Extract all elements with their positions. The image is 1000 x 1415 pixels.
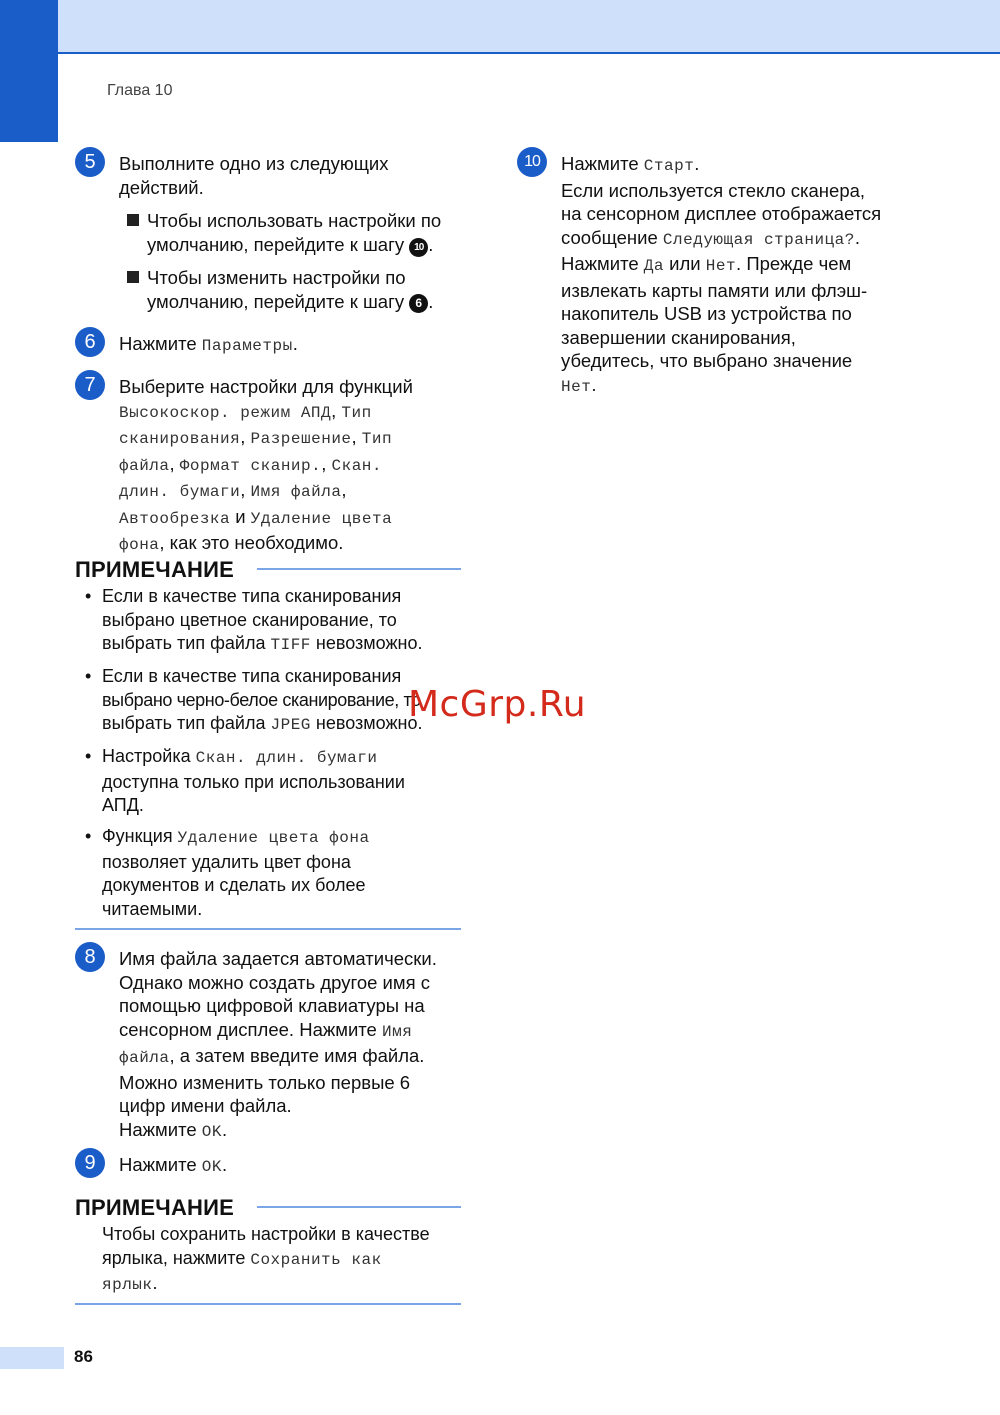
ui-label: Удаление цвета — [250, 509, 393, 528]
step-line: Можно изменить только первые 6 — [119, 1071, 411, 1093]
ui-label: Разрешение — [250, 430, 352, 448]
option-text: умолчанию, перейдите к шагу — [147, 233, 410, 255]
ui-label: фона — [119, 536, 160, 554]
page-number: 86 — [74, 1347, 93, 1366]
step-text: . Прежде чем — [736, 253, 852, 274]
step-10-text — [561, 152, 881, 399]
ui-label: Сохранить как — [250, 1250, 382, 1269]
step-text: сообщение — [561, 226, 663, 248]
note-line: Чтобы сохранить настройки в качестве — [102, 1224, 430, 1244]
ui-label-next-page: Следующая страница? — [662, 230, 855, 249]
punct: . — [292, 333, 298, 354]
step-9-number: 9 — [75, 1148, 105, 1178]
ui-label: Скан. длин. бумаги — [195, 749, 378, 767]
note-line: Если в качестве типа сканирования — [102, 586, 402, 606]
step-line: Выберите настройки для функций — [119, 376, 413, 397]
note-text: ярлыка, нажмите — [102, 1247, 251, 1268]
note-text: выбрать тип файла — [102, 633, 271, 653]
note-1-bullet-2 — [102, 665, 422, 738]
bullet-icon: • — [85, 586, 92, 606]
note-2-title-rule — [257, 1206, 461, 1208]
ui-label: Имя — [381, 1022, 413, 1041]
step-5-option-2 — [147, 266, 433, 313]
ui-label: Тип — [341, 403, 372, 422]
step-line: Если используется стекло сканера, — [561, 179, 866, 201]
punct: , — [240, 426, 251, 447]
header-band — [0, 0, 1000, 52]
ui-label: ярлык — [102, 1276, 153, 1294]
punct: . — [694, 153, 700, 174]
note-text: невозможно. — [310, 633, 423, 653]
punct: . — [152, 1273, 158, 1293]
step-text: Нажмите — [119, 1154, 202, 1175]
step-5-text — [119, 152, 389, 199]
note-1-title-rule — [257, 568, 461, 570]
ui-label-no: Нет — [705, 257, 737, 275]
step-line: накопитель USB из устройства по — [561, 303, 852, 324]
note-1-bullet-3 — [102, 745, 405, 818]
note-line: позволяет удалить цвет фона — [102, 851, 351, 872]
bullet-icon: • — [85, 746, 92, 766]
ui-label: длин. бумаги — [119, 483, 241, 501]
note-line: Если в качестве типа сканирования — [102, 666, 402, 686]
ui-label: Имя файла — [250, 483, 342, 501]
punct: . — [591, 373, 597, 395]
chapter-tab-marker — [0, 0, 58, 142]
option-line — [147, 233, 441, 257]
step-5-number: 5 — [75, 147, 105, 177]
ui-label: Формат сканир. — [179, 456, 322, 475]
note-2-title: ПРИМЕЧАНИЕ — [75, 1195, 235, 1220]
step-text: сенсорном дисплее. Нажмите — [119, 1018, 382, 1040]
step-text: или — [663, 253, 706, 274]
punct: . — [221, 1118, 228, 1140]
punct: . — [428, 233, 434, 255]
option-line — [147, 290, 433, 314]
option-text: умолчанию, перейдите к шагу — [147, 290, 410, 312]
note-1-bullet-4 — [102, 825, 370, 921]
footer-band — [0, 1347, 64, 1369]
ui-label: Тип — [361, 430, 393, 448]
step-line: цифр имени файла. — [119, 1095, 292, 1116]
ui-label: файла — [119, 1049, 170, 1067]
watermark: McGrp.Ru — [408, 684, 587, 725]
step-5-option-1 — [147, 209, 441, 257]
punct: . — [221, 1154, 228, 1175]
punct: , — [351, 426, 362, 447]
step-8-text — [119, 947, 437, 1144]
option-line: Чтобы использовать настройки по — [147, 210, 442, 231]
ui-label: Высокоскор. режим АПД — [119, 403, 332, 422]
punct: , — [169, 452, 180, 474]
ui-label: Скан. — [331, 456, 383, 475]
step-text: Нажмите — [119, 333, 202, 354]
step-line: извлекать карты памяти или флэш- — [561, 279, 868, 301]
ui-label-ok: OK — [201, 1158, 222, 1176]
step-7-number: 7 — [75, 370, 105, 400]
note-2-bottom-rule — [75, 1303, 461, 1305]
ui-label: Удаление цвета фона — [177, 829, 370, 847]
step-9-text — [119, 1153, 227, 1180]
step-line: завершении сканирования, — [561, 326, 796, 348]
step-7-text — [119, 375, 413, 558]
note-line: выбрано цветное сканирование, то — [102, 609, 397, 630]
step-8-number: 8 — [75, 942, 105, 972]
ui-label-yes: Да — [643, 257, 664, 275]
step-text: , как это необходимо. — [159, 532, 344, 553]
chapter-label: Глава 10 — [107, 82, 173, 99]
note-line: читаемыми. — [102, 898, 203, 919]
note-1-bullet-1 — [102, 585, 422, 658]
note-1-bottom-rule — [75, 928, 461, 930]
square-bullet-icon — [127, 271, 139, 283]
punct: . — [428, 290, 434, 312]
conjunction: и — [230, 505, 251, 527]
punct: , — [240, 479, 251, 500]
ui-label: сканирования — [119, 430, 241, 448]
note-1-title: ПРИМЕЧАНИЕ — [75, 557, 235, 582]
ui-label-jpeg: JPEG — [270, 716, 311, 734]
bullet-icon: • — [85, 666, 92, 686]
note-line: АПД. — [102, 795, 144, 815]
ui-label-ok: OK — [201, 1122, 222, 1141]
step-text: Нажмите — [119, 1118, 202, 1140]
ui-label-start: Старт — [643, 157, 695, 175]
step-text: Нажмите — [561, 153, 644, 174]
step-5-line: действий. — [119, 176, 204, 198]
ui-label: файла — [119, 456, 170, 475]
step-5-line: Выполните одно из следующих — [119, 153, 389, 174]
note-text: выбрать тип файла — [102, 713, 271, 733]
punct: . — [854, 226, 860, 248]
bullet-icon: • — [85, 826, 92, 846]
square-bullet-icon — [127, 214, 139, 226]
step-line: помощью цифровой клавиатуры на — [119, 995, 425, 1016]
note-text: невозможно. — [310, 713, 423, 733]
note-text: Функция — [102, 826, 178, 846]
note-line: выбрано черно-белое сканирование, то — [102, 689, 421, 710]
step-6-number: 6 — [75, 327, 105, 357]
step-line: Имя файла задается автоматически. — [119, 948, 437, 969]
note-text: Настройка — [102, 746, 196, 766]
ui-label-tiff: TIFF — [270, 636, 311, 654]
ui-label-parameters: Параметры — [201, 337, 293, 355]
punct: , — [321, 452, 332, 474]
note-line: доступна только при использовании — [102, 771, 405, 792]
step-text: Нажмите — [561, 253, 644, 274]
step-10-number: 10 — [517, 147, 547, 177]
ui-label-no: Нет — [561, 377, 592, 396]
option-line: Чтобы изменить настройки по — [147, 267, 406, 288]
note-line: документов и сделать их более — [102, 875, 366, 895]
step-line: на сенсорном дисплее отображается — [561, 203, 882, 224]
note-2-text — [102, 1223, 430, 1298]
ui-label: Автообрезка — [119, 509, 231, 528]
step-line: убедитесь, что выбрано значение — [561, 350, 853, 371]
step-10-ref-icon: 10 — [409, 238, 428, 257]
punct: , — [341, 479, 347, 500]
punct: , — [331, 399, 342, 421]
step-6-text — [119, 332, 298, 359]
step-text: , а затем введите имя файла. — [169, 1045, 425, 1066]
header-rule — [58, 52, 1000, 54]
step-6-ref-icon: 6 — [409, 294, 428, 313]
step-line: Однако можно создать другое имя с — [119, 971, 431, 993]
